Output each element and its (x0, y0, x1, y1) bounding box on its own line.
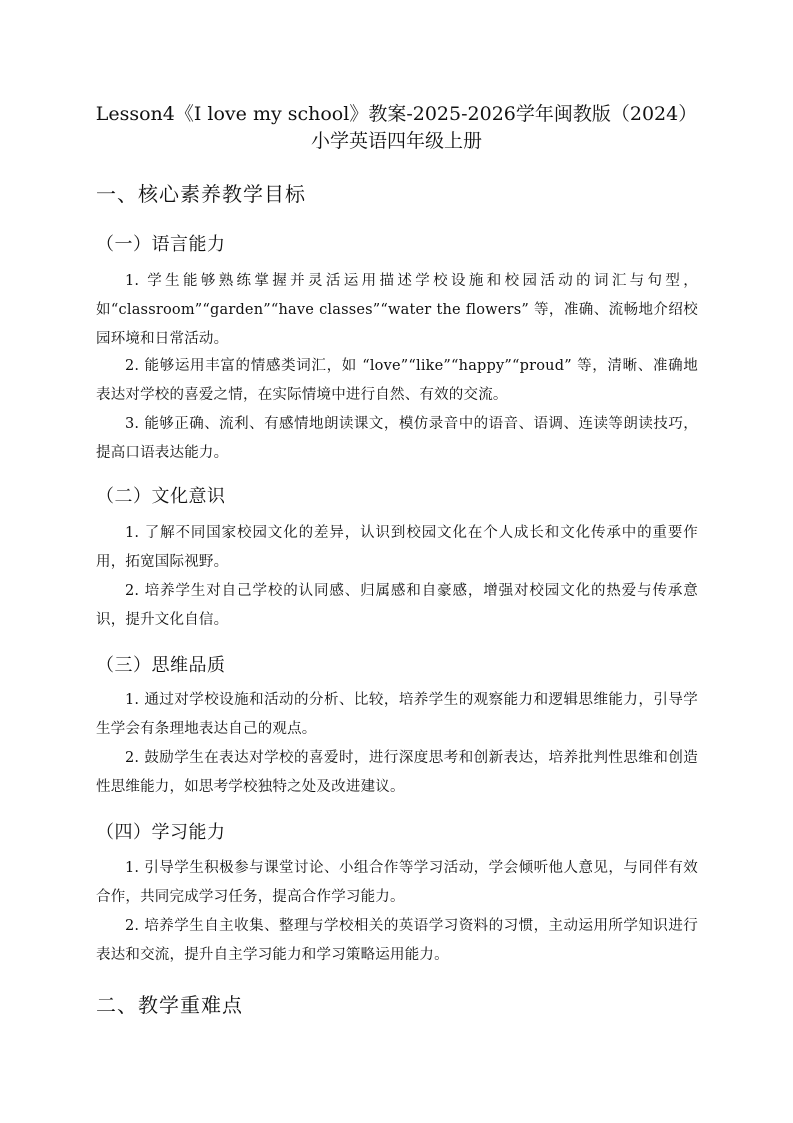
paragraph-language-2: 2. 能够运用丰富的情感类词汇，如 “love”“like”“happy”“proud” 等，清晰、准确地表达对学校的喜爱之情，在实际情境中进行自然、有效的交流。 (96, 358, 698, 403)
subheading-language: （一）语言能力 (96, 234, 226, 255)
paragraph-culture-1: 1. 了解不同国家校园文化的差异，认识到校园文化在个人成长和文化传承中的重要作用，拓宽国际视野。 (96, 525, 698, 570)
title-line-2: 小学英语四年级上册 (310, 130, 482, 152)
paragraph-culture-2: 2. 培养学生对自己学校的认同感、归属感和自豪感，增强对校园文化的热爱与传承意识，提升文化自信。 (96, 583, 698, 628)
paragraph-learning-1: 1. 引导学生积极参与课堂讨论、小组合作等学习活动，学会倾听他人意见，与同伴有效合作，共同完成学习任务，提高合作学习能力。 (96, 860, 698, 905)
paragraph-language-3: 3. 能够正确、流利、有感情地朗读课文，模仿录音中的语音、语调、连读等朗读技巧，提高口语表达能力。 (96, 416, 698, 461)
paragraph-language-1: 1. 学生能够熟练掌握并灵活运用描述学校设施和校园活动的词汇与句型，如“classroom”“garden”“have classes”“water the flowers” 等，准确、流畅地介绍校园环境和日常活动。 (96, 273, 698, 347)
paragraph-thinking-1: 1. 通过对学校设施和活动的分析、比较，培养学生的观察能力和逻辑思维能力，引导学生学会有条理地表达自己的观点。 (96, 692, 698, 737)
section-heading-objectives: 一、核心素养教学目标 (96, 182, 306, 206)
paragraph-learning-2: 2. 培养学生自主收集、整理与学校相关的英语学习资料的习惯，主动运用所学知识进行表达和交流，提升自主学习能力和学习策略运用能力。 (96, 918, 698, 963)
section-heading-key-points: 二、教学重难点 (96, 993, 243, 1017)
subheading-thinking: （三）思维品质 (96, 655, 226, 676)
document-title (60, 101, 733, 155)
paragraph-thinking-2: 2. 鼓励学生在表达对学校的喜爱时，进行深度思考和创新表达，培养批判性思维和创造性思维能力，如思考学校独特之处及改进建议。 (96, 750, 698, 795)
subheading-learning: （四）学习能力 (96, 822, 226, 843)
title-line-1: Lesson4《I love my school》教案-2025-2026学年闽教版（2024） (95, 103, 698, 125)
subheading-culture: （二）文化意识 (96, 486, 226, 507)
